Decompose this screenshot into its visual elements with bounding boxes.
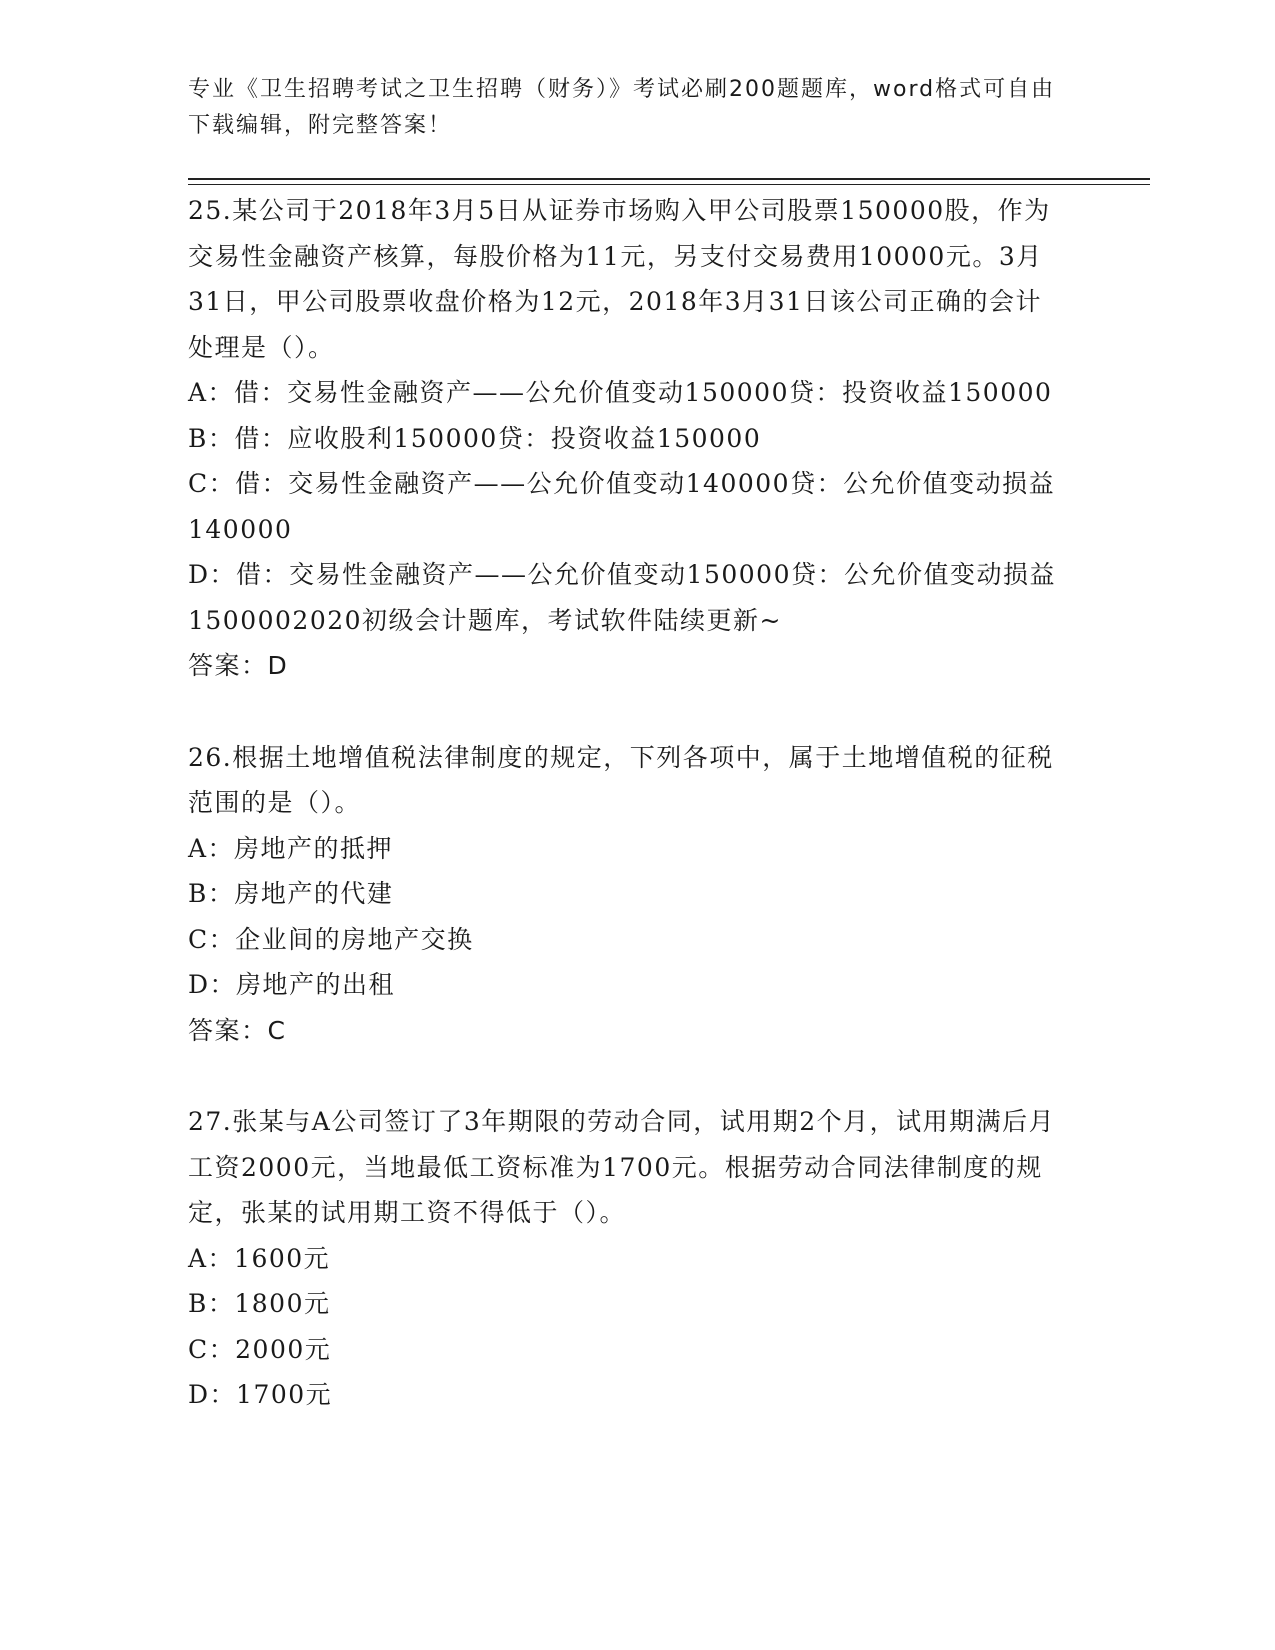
option-d: D：借：交易性金融资产——公允价值变动150000贷：公允价值变动损益1500002020初级会计题库，考试软件陆续更新~: [188, 560, 1056, 635]
header-rule-thin: [188, 184, 1150, 185]
option-d: D：1700元: [188, 1380, 333, 1409]
option-b: B：房地产的代建: [188, 879, 394, 908]
option-c: C：2000元: [188, 1334, 332, 1364]
option-a: A：房地产的抵押: [188, 833, 394, 863]
option-c: C：企业间的房地产交换: [188, 924, 474, 954]
question-stem: 25.某公司于2018年3月5日从证券市场购入甲公司股票150000股，作为交易性金融资产核算，每股价格为11元，另支付交易费用10000元。3月31日，甲公司股票收盘价格为12元，2018年3月31日该公司正确的会计处理是（）。: [188, 196, 1051, 362]
question-27: [188, 1099, 1068, 1418]
answer-line: 答案：D: [188, 651, 289, 680]
question-list: [188, 188, 1068, 1418]
document-header: [188, 72, 1068, 144]
question-stem: 27.张某与A公司签订了3年期限的劳动合同，试用期2个月，试用期满后月工资2000元，当地最低工资标准为1700元。根据劳动合同法律制度的规定，张某的试用期工资不得低于（）。: [188, 1107, 1056, 1227]
option-b: B：1800元: [188, 1289, 331, 1318]
option-a: A：1600元: [188, 1243, 331, 1273]
option-b: B：借：应收股利150000贷：投资收益150000: [188, 423, 762, 453]
document-title: 专业《卫生招聘考试之卫生招聘（财务）》考试必刷200题题库，word格式可自由下载编辑，附完整答案！: [188, 77, 1056, 138]
header-rule-thick: [188, 178, 1150, 180]
question-stem: 26.根据土地增值税法律制度的规定，下列各项中，属于土地增值税的征税范围的是（）。: [188, 742, 1054, 817]
question-26: [188, 735, 1068, 1054]
option-a: A：借：交易性金融资产——公允价值变动150000贷：投资收益150000: [188, 378, 1053, 407]
question-25: [188, 188, 1068, 689]
answer-line: 答案：C: [188, 1015, 287, 1045]
option-d: D：房地产的出租: [188, 970, 396, 999]
option-c: C：借：交易性金融资产——公允价值变动140000贷：公允价值变动损益140000: [188, 469, 1056, 544]
